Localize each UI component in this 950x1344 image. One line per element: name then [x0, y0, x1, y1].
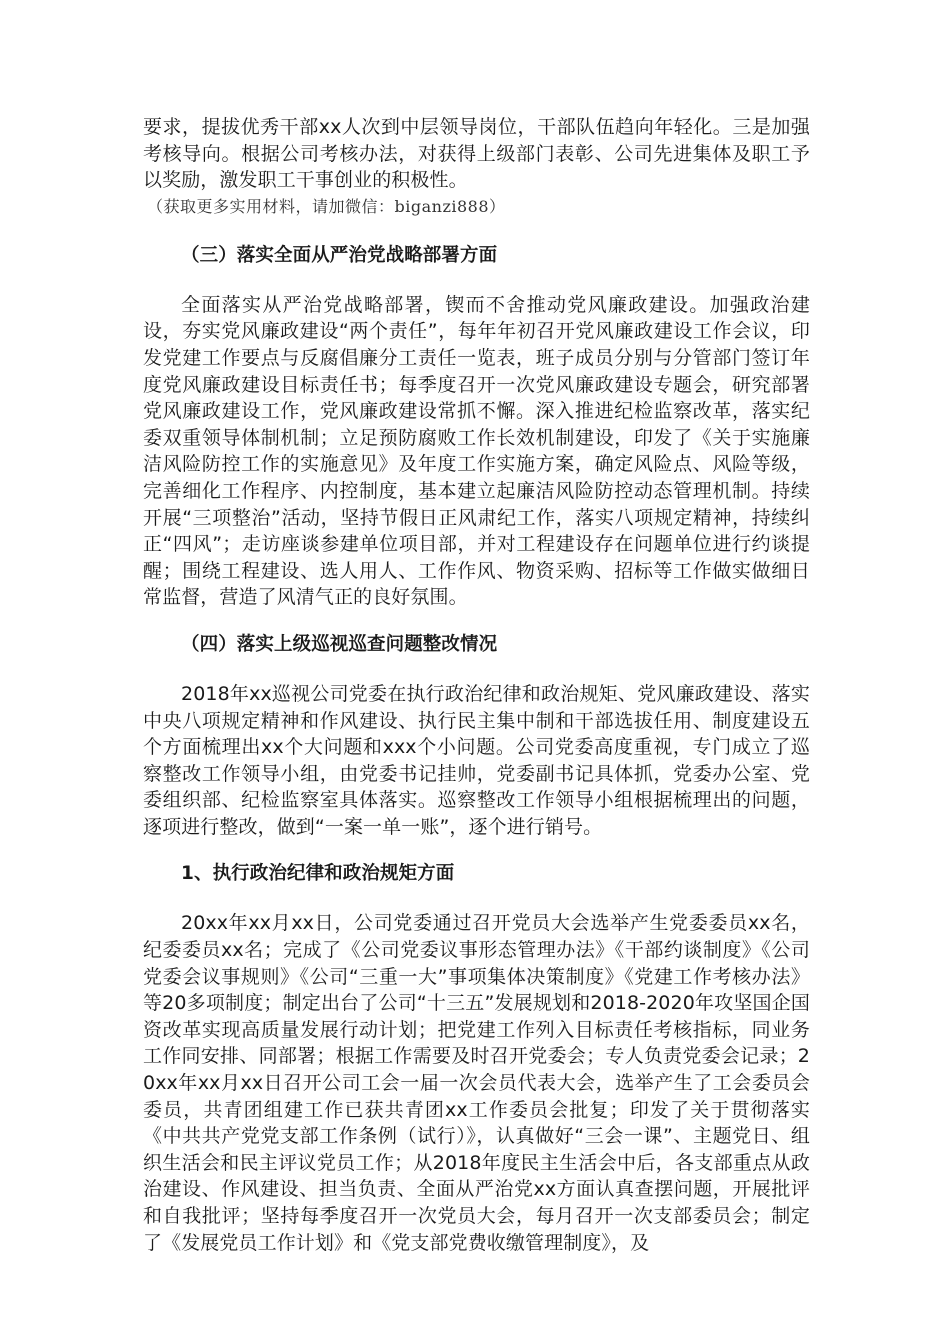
document-page	[143, 114, 810, 1256]
paragraph-political-discipline: 20xx年xx月xx日，公司党委通过召开党员大会选举产生党委委员xx名，纪委委员xx名；完成了《公司党委议事形态管理办法》《干部约谈制度》《公司党委会议事规则》《公司“三重一大”事项集体决策制度》《党建工作考核办法》等20多项制度；制定出台了公司“十三五”发展规划和2018-2020年攻坚国企国资改革实现高质量发展行动计划；把党建工作列入目标责任考核指标，同业务工作同安排、同部署；根据工作需要及时召开党委会；专人负责党委会记录；20xx年xx月xx日召开公司工会一届一次会员代表大会，选举产生了工会委员会委员，共青团组建工作已获共青团xx工作委员会批复；印发了关于贯彻落实《中共共产党党支部工作条例（试行）》，认真做好“三会一课”、主题党日、组织生活会和民主评议党员工作；从2018年度民主生活会中后，各支部重点从政治建设、作风建设、担当负责、全面从严治党xx方面认真查摆问题，开展批评和自我批评；坚持每季度召开一次党员大会，每月召开一次支部委员会；制定了《发展党员工作计划》和《党支部党费收缴管理制度》，及	[143, 912, 810, 1254]
heading-section-three: （三）落实全面从严治党战略部署方面	[181, 244, 498, 266]
paragraph-party-discipline: 全面落实从严治党战略部署，锲而不舍推动党风廉政建设。加强政治建设，夯实党风廉政建设“两个责任”，每年年初召开党风廉政建设工作会议，印发党建工作要点与反腐倡廉分工责任一览表，班子成员分别与分管部门签订年度党风廉政建设目标责任书；每季度召开一次党风廉政建设专题会，研究部署党风廉政建设工作，党风廉政建设常抓不懈。深入推进纪检监察改革，落实纪委双重领导体制机制；立足预防腐败工作长效机制建设，印发了《关于实施廉洁风险防控工作的实施意见》及年度工作实施方案，确定风险点、风险等级，完善细化工作程序、内控制度，基本建立起廉洁风险防控动态管理机制。持续开展“三项整治”活动，坚持节假日正风肃纪工作，落实八项规定精神，持续纠正“四风”；走访座谈参建单位项目部，并对工程建设存在问题单位进行约谈提醒；围绕工程建设、选人用人、工作作风、物资采购、招标等工作做实做细日常监督，营造了风清气正的良好氛围。	[143, 293, 810, 609]
wechat-note: （获取更多实用材料，请加微信：biganzi888）	[147, 196, 506, 216]
heading-subsection-one: 1、执行政治纪律和政治规矩方面	[181, 863, 455, 885]
paragraph-inspection-rectification: 2018年xx巡视公司党委在执行政治纪律和政治规矩、党风廉政建设、落实中央八项规定精神和作风建设、执行民主集中制和干部选拔任用、制度建设五个方面梳理出xx个大问题和xxx个小问题。公司党委高度重视，专门成立了巡察整改工作领导小组，由党委书记挂帅，党委副书记具体抓，党委办公室、党委组织部、纪检监察室具体落实。巡察整改工作领导小组根据梳理出的问题，逐项进行整改，做到“一案一单一账”，逐个进行销号。	[143, 682, 810, 838]
paragraph-cadre-assessment: 要求，提拔优秀干部xx人次到中层领导岗位，干部队伍趋向年轻化。三是加强考核导向。根据公司考核办法，对获得上级部门表彰、公司先进集体及职工予以奖励，激发职工干事创业的积极性。	[143, 116, 810, 192]
heading-section-four: （四）落实上级巡视巡查问题整改情况	[181, 633, 498, 655]
